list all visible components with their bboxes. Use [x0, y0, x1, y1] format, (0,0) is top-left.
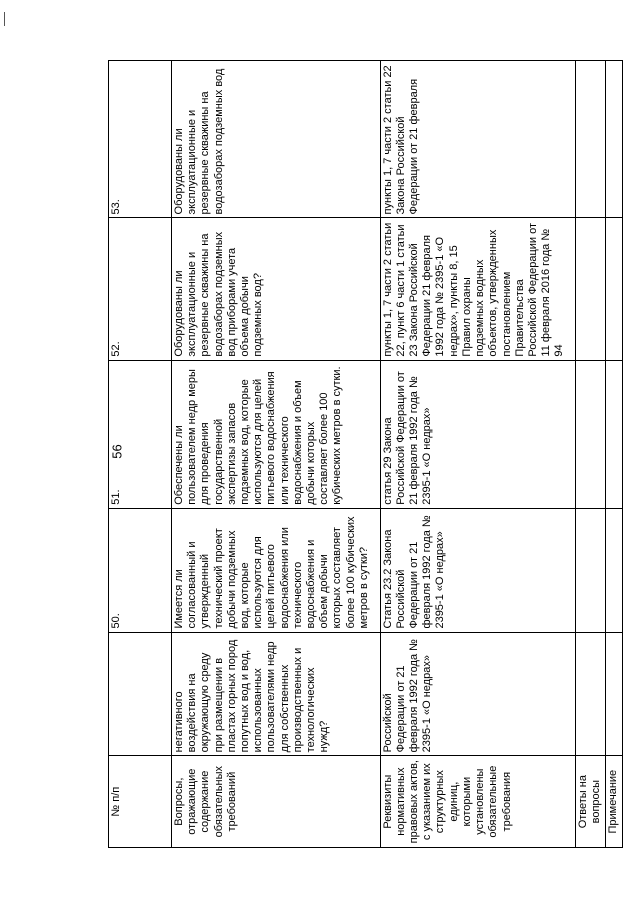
row-number: 52.: [109, 218, 172, 360]
header-question: Вопросы, отражающие содержание обязательных требований: [172, 756, 381, 848]
page-number: 56: [109, 444, 125, 459]
requisites-cell: Российской Федерации от 21 февраля 1992 года № 2395-1 «О недрах»: [380, 632, 575, 756]
header-number: № п/п: [109, 756, 172, 848]
requisites-cell: статья 29 Закона Российской Федерации от 21 февраля 1992 года № 2395-1 «О недрах»: [380, 360, 575, 508]
question-cell: негативного воздействия на окружающую среду при размещении в пластах горных пород попутных вод и вод, использованных пользователями недр для собственных производственных и технологических нужд?: [172, 632, 381, 756]
header-answers: Ответы на вопросы: [575, 756, 606, 848]
note-cell: [606, 360, 623, 508]
question-cell: Оборудованы ли эксплуатационные и резервные скважины на водозаборах подземных вод: [172, 61, 381, 218]
row-number: [109, 632, 172, 756]
table-row: [380, 61, 575, 848]
note-cell: [606, 508, 623, 632]
margin-mark: [4, 12, 5, 26]
requisites-cell: пункты 1, 7 части 2 статьи 22, пункт 6 части 1 статьи 23 Закона Российской Федерации 21 февраля 1992 года № 2395-1 «О недрах», пункты 8, 15 Правил охраны подземных водных объектов, утвержденных постановлением Правительства Российской Федерации от 11 февраля 2016 года № 94: [380, 218, 575, 360]
question-cell: Обеспечены ли пользователем недр меры для проведения государственной экспертизы запасов подземных вод, которые используются для целей питьевого водоснабжения или технического водоснабжения и объем добычи которых составляет более 100 кубических метров в сутки.: [172, 360, 381, 508]
requisites-cell: пункты 1, 7 части 2 статьи 22 Закона Российской Федерации от 21 февраля: [380, 61, 575, 218]
note-cell: [606, 632, 623, 756]
requirements-table: [108, 60, 623, 848]
answer-cell: [575, 360, 606, 508]
question-cell: Имеется ли согласованный и утвержденный технический проект добычи подземных вод, которые используются для целей питьевого водоснабжения или технического водоснабжения и объем добычи которых составляет более 100 кубических метров в сутки?: [172, 508, 381, 632]
row-number: 51.: [109, 360, 172, 508]
table-row: [575, 61, 606, 848]
answer-cell: [575, 632, 606, 756]
table-row: [172, 61, 381, 848]
answer-cell: [575, 218, 606, 360]
header-note: Примечание: [606, 756, 623, 848]
header-requisites: Реквизиты нормативных правовых актов, с указанием их структурных единиц, которыми установлены обязательные требования: [380, 756, 575, 848]
table-row: [109, 61, 172, 848]
row-number: 53.: [109, 61, 172, 218]
requisites-cell: Статья 23.2 Закона Российской Федерации от 21 февраля 1992 года № 2395-1 «О недрах»: [380, 508, 575, 632]
note-cell: [606, 218, 623, 360]
table-row: [606, 61, 623, 848]
row-number: 50.: [109, 508, 172, 632]
question-cell: Оборудованы ли эксплуатационные и резервные скважины на водозаборах подземных вод приборами учета объема добычи подземных вод?: [172, 218, 381, 360]
rotated-table-container: [108, 60, 623, 848]
answer-cell: [575, 508, 606, 632]
note-cell: [606, 61, 623, 218]
answer-cell: [575, 61, 606, 218]
